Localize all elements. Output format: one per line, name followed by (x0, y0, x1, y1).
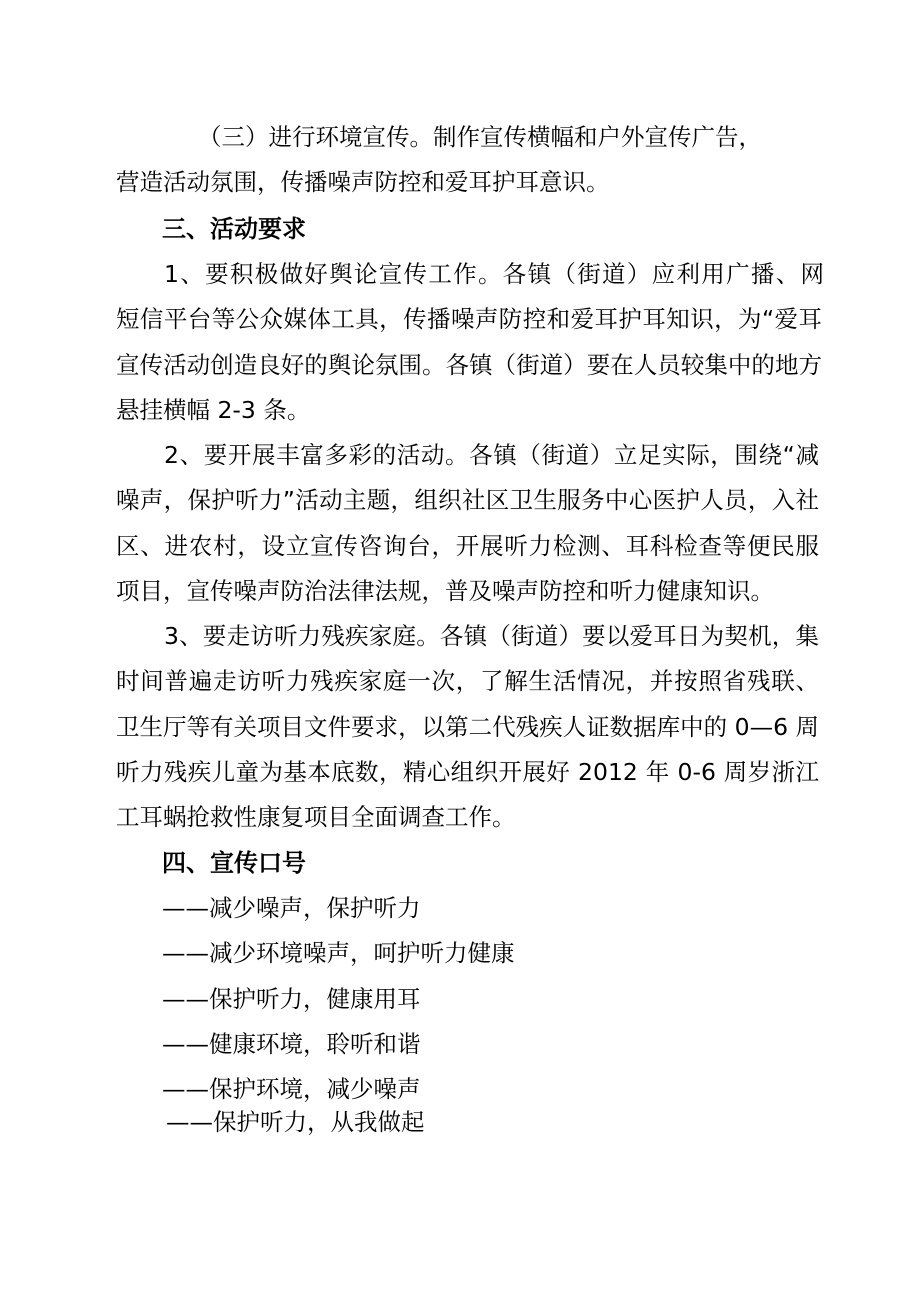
slogan-item: ——减少噪声，保护听力 (162, 894, 421, 922)
req1-line-2: 短信平台等公众媒体工具，传播噪声防控和爱耳护耳知识，为“爱耳 (116, 305, 822, 333)
req1-line-4: 悬挂横幅 2-3 条。 (116, 396, 311, 424)
req2-line-1: 2、要开展丰富多彩的活动。各镇（街道）立足实际，围绕“减 (164, 441, 819, 469)
req3-line-4: 听力残疾儿童为基本底数，精心组织开展好 2012 年 0-6 周岁浙江 (116, 758, 819, 786)
env-line-1: （三）进行环境宣传。制作宣传横幅和户外宣传广告， (198, 123, 762, 151)
req2-line-2: 噪声，保护听力”活动主题，组织社区卫生服务中心医护人员，入社 (116, 486, 819, 514)
req2-line-4: 项目，宣传噪声防治法律法规，普及噪声防控和听力健康知识。 (116, 577, 774, 605)
req3-line-2: 时间普遍走访听力残疾家庭一次，了解生活情况，并按照省残联、 (116, 667, 819, 695)
slogan-item: ——保护听力，健康用耳 (162, 985, 421, 1013)
req3-line-1: 3、要走访听力残疾家庭。各镇（街道）要以爱耳日为契机，集 (164, 622, 819, 650)
env-line-2: 营造活动氛围，传播噪声防控和爱耳护耳意识。 (116, 168, 610, 196)
req1-line-3: 宣传活动创造良好的舆论氛围。各镇（街道）要在人员较集中的地方 (116, 351, 822, 379)
slogan-item: ——健康环境，聆听和谐 (162, 1030, 421, 1058)
slogan-item: ——减少环境噪声，呵护听力健康 (162, 939, 515, 967)
req3-line-5: 工耳蜗抢救性康复项目全面调查工作。 (116, 803, 516, 831)
slogan-item: ——保护环境，减少噪声 (162, 1075, 421, 1103)
section-heading-requirements: 三、活动要求 (162, 215, 306, 243)
req1-line-1: 1、要积极做好舆论宣传工作。各镇（街道）应利用广播、网 (164, 260, 824, 288)
req2-line-3: 区、进农村，设立宣传咨询台，开展听力检测、耳科检查等便民服 (116, 532, 819, 560)
section-heading-slogans: 四、宣传口号 (162, 849, 306, 877)
req3-line-3: 卫生厅等有关项目文件要求，以第二代残疾人证数据库中的 0—6 周 (116, 713, 819, 741)
slogan-item: ——保护听力，从我做起 (166, 1108, 425, 1136)
